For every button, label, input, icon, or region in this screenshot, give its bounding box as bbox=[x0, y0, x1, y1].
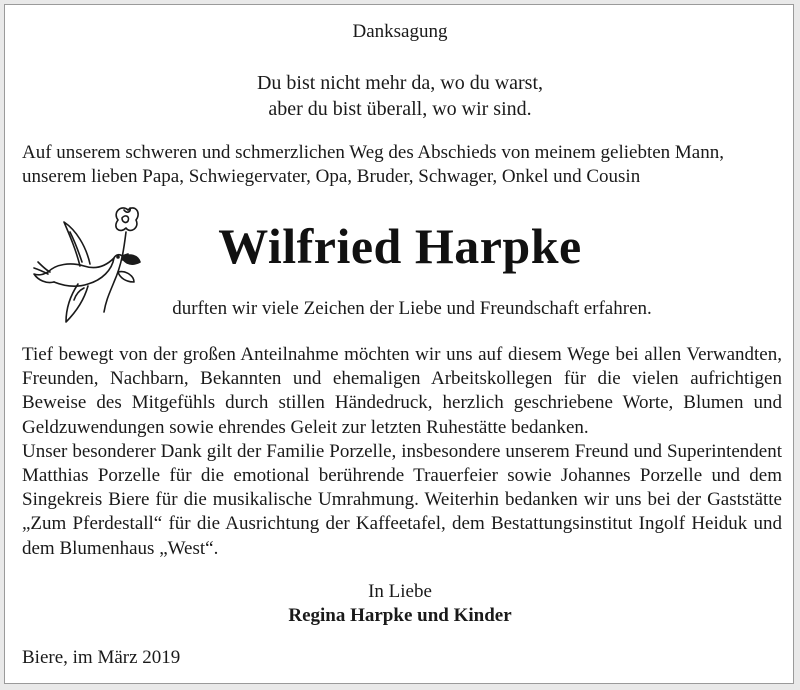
body-paragraph-2: Unser besonderer Dank gilt der Familie Porzelle, insbesondere unserem Freund und Superintendent Matthias Porzelle für die emotional berührende Trauerfeier sowie Johannes Porzelle und dem Singekreis Biere für die musikalische Umrahmung. Weiterhin bedanken wir uns bei der Gaststätte „Zum Pferdestall“ für die Ausrichtung der Kaffeetafel, dem Bestattungsinstitut Ingolf Heiduk und dem Blumenhaus „West“. bbox=[22, 440, 782, 559]
verse-line-1: Du bist nicht mehr da, wo du warst, bbox=[256, 72, 544, 94]
after-name-text: durften wir viele Zeichen der Liebe und Freundschaft erfahren. bbox=[172, 298, 652, 319]
verse bbox=[0, 70, 800, 122]
closing: In Liebe bbox=[368, 581, 432, 602]
verse-line-2: aber du bist überall, wo wir sind. bbox=[268, 98, 532, 120]
place-date: Biere, im März 2019 bbox=[22, 647, 181, 668]
deceased-name: Wilfried Harpke bbox=[218, 218, 582, 274]
notice-heading: Danksagung bbox=[352, 21, 448, 42]
intro-line-1: Auf unserem schweren und schmerzlichen Weg des Abschieds von meinem geliebten Mann, bbox=[22, 142, 724, 163]
intro-line-2: unserem lieben Papa, Schwiegervater, Opa, Bruder, Schwager, Onkel und Cousin bbox=[22, 166, 641, 187]
thanks-body bbox=[22, 343, 782, 561]
intro-text bbox=[22, 141, 782, 189]
body-paragraph-1: Tief bewegt von der großen Anteilnahme möchten wir uns auf diesem Wege bei allen Verwandten, Freunden, Nachbarn, Bekannten und ehemaligen Arbeitskollegen für die vielen aufrichtigen Beweise des Mitgefühls durch stillen Händedruck, herzlich geschriebene Worte, Blumen und Geldzuwendungen sowie ehrendes Geleit zur letzten Ruhestätte bedanken. bbox=[22, 344, 782, 438]
signers: Regina Harpke und Kinder bbox=[288, 605, 512, 626]
